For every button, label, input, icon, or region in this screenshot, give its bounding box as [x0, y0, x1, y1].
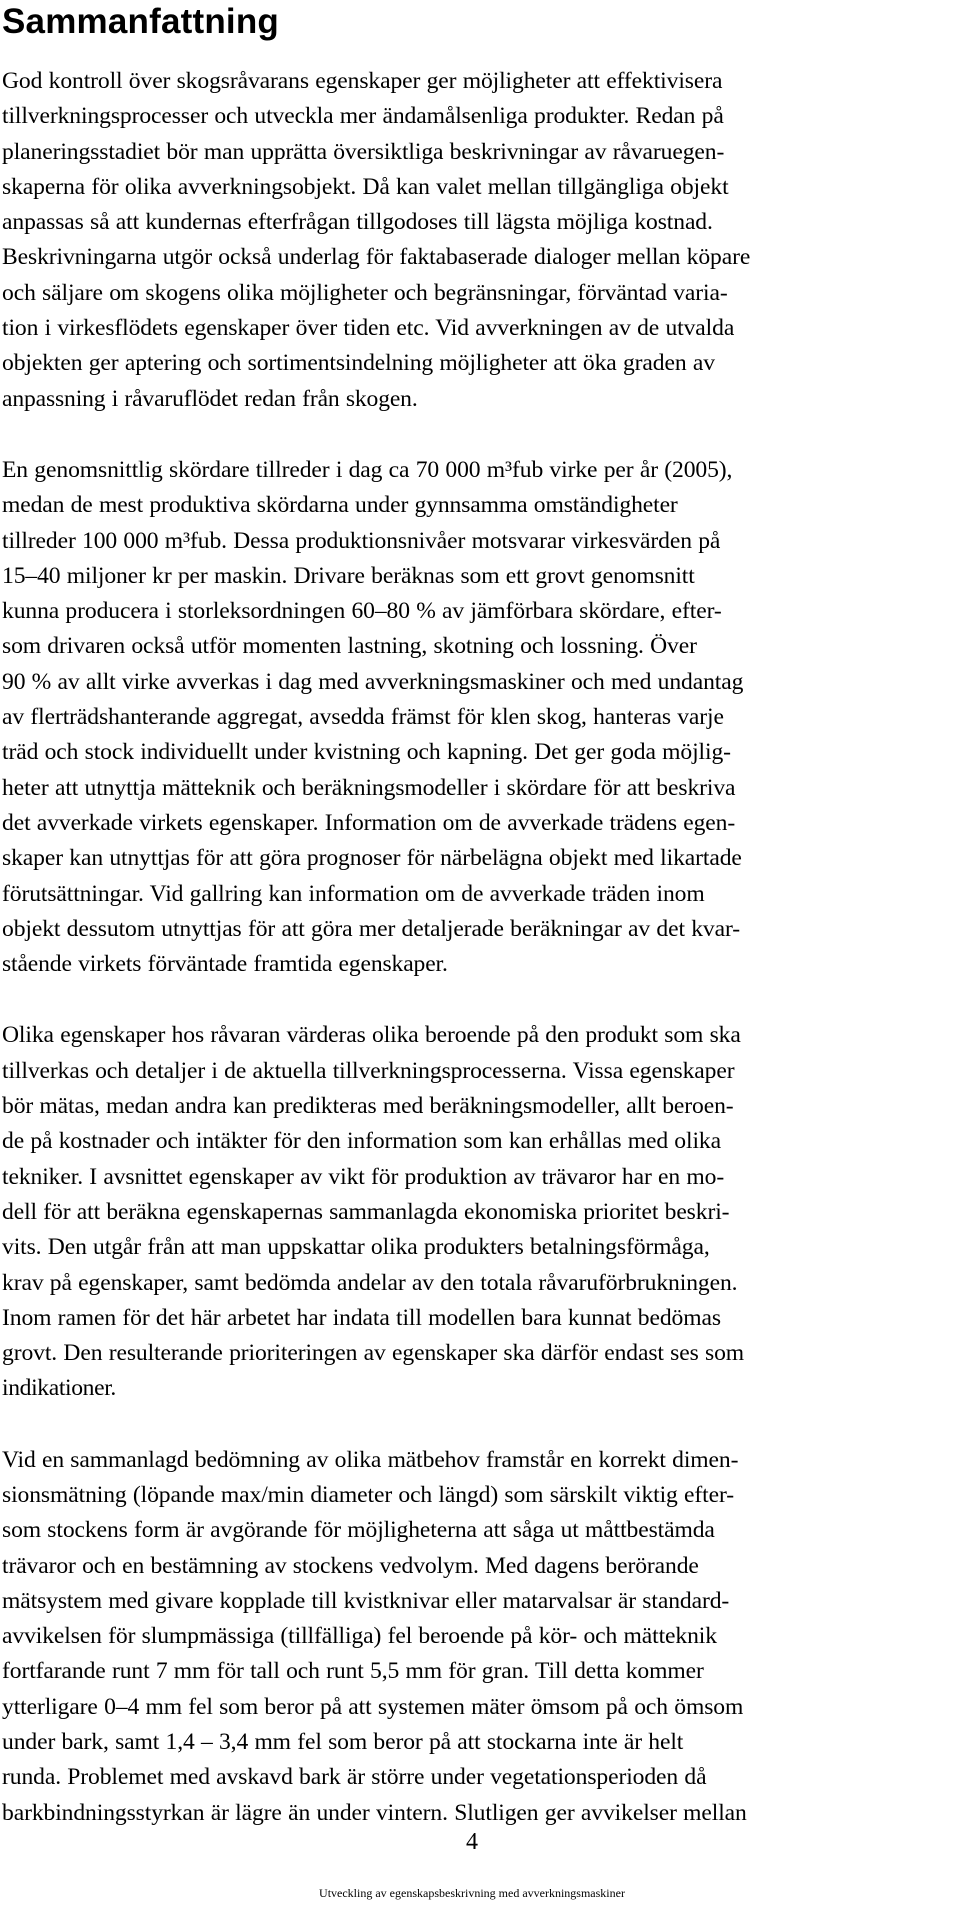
- text-line: God kontroll över skogsråvarans egenskaper ger möjligheter att effektivisera: [2, 68, 723, 94]
- text-line: En genomsnittlig skördare tillreder i dag ca 70 000 m³fub virke per år (2005),: [2, 456, 733, 483]
- section-heading: Sammanfattning: [2, 2, 279, 41]
- text-line: tillverkningsprocesser och utveckla mer ändamålsenliga produkter. Redan på: [2, 103, 724, 130]
- text-line: tillverkas och detaljer i de aktuella tillverkningsprocesserna. Vissa egenskaper: [2, 1057, 735, 1084]
- text-line: planeringsstadiet bör man upprätta översiktliga beskrivningar av råvaruegen-: [2, 138, 725, 165]
- paragraph-gap: [2, 1407, 946, 1443]
- text-line: tekniker. I avsnittet egenskaper av vikt för produktion av trävaror har en mo-: [2, 1163, 725, 1190]
- text-line: medan de mest produktiva skördarna under gynnsamma omständigheter: [2, 492, 678, 519]
- text-line: bör mätas, medan andra kan predikteras med beräkningsmodeller, allt beroen-: [2, 1093, 734, 1120]
- text-line: sionsmätning (löpande max/min diameter och längd) som särskilt viktig efter-: [2, 1481, 735, 1508]
- text-line: heter att utnyttja mätteknik och beräkningsmodeller i skördare för att beskriva: [2, 774, 736, 801]
- paragraph-gap: [2, 982, 946, 1018]
- text-line: kunna producera i storleksordningen 60–80 % av jämförbara skördare, efter-: [2, 598, 722, 625]
- text-line: stående virkets förväntade framtida egenskaper.: [2, 951, 448, 978]
- text-line: krav på egenskaper, samt bedömda andelar av den totala råvaruförbrukningen.: [2, 1269, 738, 1296]
- text-line: mätsystem med givare kopplade till kvistknivar eller matarvalsar är standard-: [2, 1587, 730, 1614]
- text-line: Beskrivningarna utgör också underlag för faktabaserade dialoger mellan köpare: [2, 244, 751, 271]
- text-line: indikationer.: [2, 1375, 116, 1402]
- text-line: barkbindningsstyrkan är lägre än under vintern. Slutligen ger avvikelser mellan: [2, 1799, 747, 1826]
- text-line: Vid en sammanlagd bedömning av olika mätbehov framstår en korrekt dimen-: [2, 1446, 739, 1473]
- text-line: tion i virkesflödets egenskaper över tiden etc. Vid avverkningen av de utvalda: [2, 315, 735, 342]
- text-line: anpassning i råvaruflödet redan från skogen.: [2, 385, 418, 412]
- paragraph: [2, 64, 946, 417]
- paragraph: [2, 1018, 946, 1406]
- text-line: Olika egenskaper hos råvaran värderas olika beroende på den produkt som ska: [2, 1022, 741, 1049]
- text-line: objekten ger aptering och sortimentsindelning möjligheter att öka graden av: [2, 350, 715, 377]
- body-text: [2, 64, 946, 1831]
- text-line: av flerträdshanterande aggregat, avsedda främst för klen skog, hanteras varje: [2, 704, 724, 731]
- text-line: runda. Problemet med avskavd bark är större under vegetationsperioden då: [2, 1764, 707, 1791]
- text-line: förutsättningar. Vid gallring kan information om de avverkade träden inom: [2, 880, 705, 907]
- page-number: 4: [466, 1829, 478, 1855]
- paragraph: [2, 1443, 946, 1831]
- text-line: tillreder 100 000 m³fub. Dessa produktionsnivåer motsvarar virkesvärden på: [2, 527, 721, 554]
- text-line: dell för att beräkna egenskapernas sammanlagda ekonomiska prioritet beskri-: [2, 1198, 730, 1225]
- text-line: skaperna för olika avverkningsobjekt. Då kan valet mellan tillgängliga objekt: [2, 173, 729, 200]
- text-line: Inom ramen för det här arbetet har indata till modellen bara kunnat bedömas: [2, 1304, 721, 1331]
- paragraph-gap: [2, 417, 946, 453]
- text-line: de på kostnader och intäkter för den information som kan erhållas med olika: [2, 1128, 721, 1155]
- text-line: skaper kan utnyttjas för att göra prognoser för närbelägna objekt med likartade: [2, 845, 742, 872]
- text-line: grovt. Den resulterande prioriteringen av egenskaper ska därför endast ses som: [2, 1340, 745, 1367]
- text-line: 15–40 miljoner kr per maskin. Drivare beräknas som ett grovt genomsnitt: [2, 562, 695, 589]
- text-line: som stockens form är avgörande för möjligheterna att såga ut måttbestämda: [2, 1517, 715, 1544]
- text-line: objekt dessutom utnyttjas för att göra mer detaljerade beräkningar av det kvar-: [2, 915, 741, 942]
- text-line: under bark, samt 1,4 – 3,4 mm fel som beror på att stockarna inte är helt: [2, 1729, 684, 1756]
- footer-title: Utveckling av egenskapsbeskrivning med avverkningsmaskiner: [319, 1886, 625, 1900]
- text-line: och säljare om skogens olika möjligheter och begränsningar, förväntad varia-: [2, 279, 728, 306]
- paragraph: [2, 453, 946, 982]
- text-line: avvikelsen för slumpmässiga (tillfälliga) fel beroende på kör- och mätteknik: [2, 1623, 717, 1650]
- text-line: trävaror och en bestämning av stockens vedvolym. Med dagens berörande: [2, 1552, 699, 1579]
- text-line: som drivaren också utför momenten lastning, skotning och lossning. Över: [2, 633, 697, 660]
- text-line: 90 % av allt virke avverkas i dag med avverkningsmaskiner och med undantag: [2, 668, 744, 695]
- text-line: träd och stock individuellt under kvistning och kapning. Det ger goda möjlig-: [2, 739, 731, 766]
- text-line: fortfarande runt 7 mm för tall och runt 5,5 mm för gran. Till detta kommer: [2, 1658, 704, 1685]
- text-line: ytterligare 0–4 mm fel som beror på att systemen mäter ömsom på och ömsom: [2, 1693, 744, 1720]
- text-line: anpassas så att kundernas efterfrågan tillgodoses till lägsta möjliga kostnad.: [2, 209, 713, 236]
- text-line: det avverkade virkets egenskaper. Information om de avverkade trädens egen-: [2, 809, 736, 836]
- text-line: vits. Den utgår från att man uppskattar olika produkters betalningsförmåga,: [2, 1234, 710, 1261]
